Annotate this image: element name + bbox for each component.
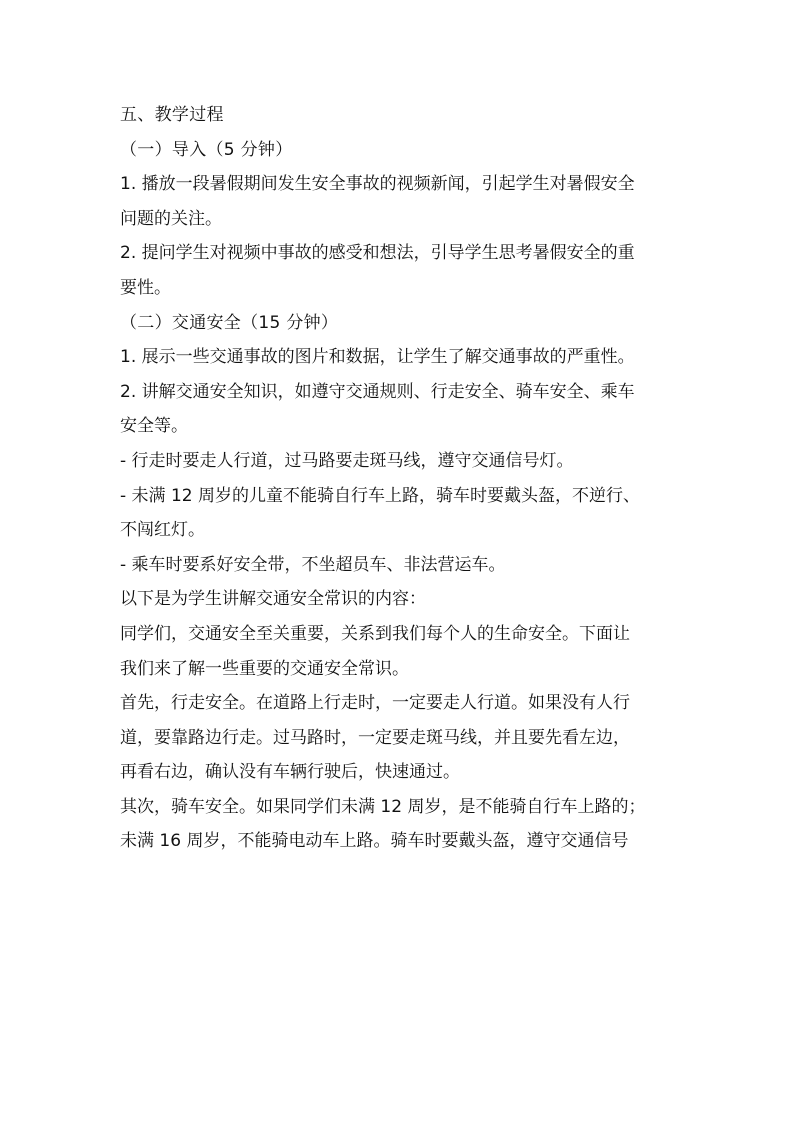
- paragraph-line: 未满 16 周岁，不能骑电动车上路。骑车时要戴头盔，遵守交通信号: [120, 831, 629, 852]
- document-body: [120, 98, 685, 859]
- paragraph-line: 2. 讲解交通安全知识，如遵守交通规则、行走安全、骑车安全、乘车: [120, 381, 635, 402]
- bullet-line: - 未满 12 周岁的儿童不能骑自行车上路，骑车时要戴头盔，不逆行、: [120, 485, 640, 506]
- bullet-line: - 乘车时要系好安全带，不坐超员车、非法营运车。: [120, 554, 506, 575]
- paragraph-line: 其次，骑车安全。如果同学们未满 12 周岁，是不能骑自行车上路的；: [120, 796, 646, 817]
- bullet-line: 不闯红灯。: [120, 520, 205, 541]
- paragraph-line: 要性。: [120, 277, 171, 298]
- paragraph-line: 道，要靠路边行走。过马路时，一定要走斑马线，并且要先看左边，: [120, 727, 630, 748]
- paragraph-line: 1. 播放一段暑假期间发生安全事故的视频新闻，引起学生对暑假安全: [120, 174, 635, 195]
- paragraph-line: 首先，行走安全。在道路上行走时，一定要走人行道。如果没有人行: [120, 693, 630, 714]
- paragraph-line: 1. 展示一些交通事故的图片和数据，让学生了解交通事故的严重性。: [120, 347, 635, 368]
- paragraph-line: 以下是为学生讲解交通安全常识的内容：: [120, 589, 426, 610]
- paragraph-line: 同学们，交通安全至关重要，关系到我们每个人的生命安全。下面让: [120, 623, 630, 644]
- bullet-line: - 行走时要走人行道，过马路要走斑马线，遵守交通信号灯。: [120, 450, 574, 471]
- paragraph-line: 我们来了解一些重要的交通安全常识。: [120, 658, 409, 679]
- paragraph-line: 2. 提问学生对视频中事故的感受和想法，引导学生思考暑假安全的重: [120, 243, 635, 264]
- paragraph-line: 问题的关注。: [120, 208, 222, 229]
- section-heading: 五、教学过程: [120, 105, 224, 125]
- paragraph-line: 安全等。: [120, 416, 188, 437]
- subsection-heading-traffic: （二）交通安全（15 分钟）: [120, 312, 339, 333]
- paragraph-line: 再看右边，确认没有车辆行驶后，快速通过。: [120, 762, 460, 783]
- subsection-heading-intro: （一）导入（5 分钟）: [120, 139, 293, 160]
